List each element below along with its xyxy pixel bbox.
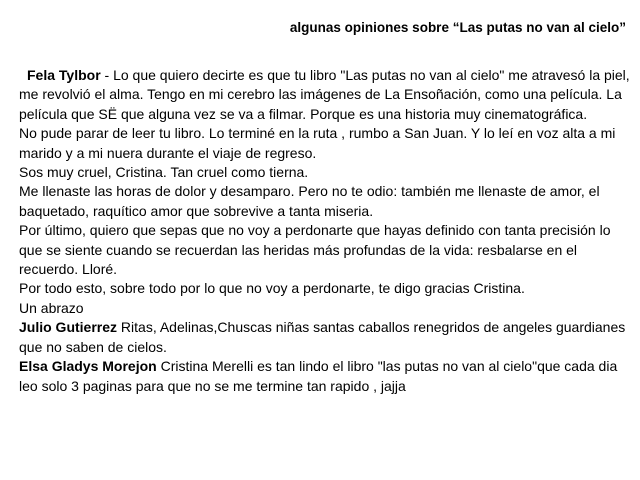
opinion-paragraph bbox=[19, 66, 631, 124]
document-title: algunas opiniones sobre “Las putas no van al cielo” bbox=[289, 20, 626, 35]
opinion-paragraph bbox=[19, 318, 631, 357]
opinion-paragraph: Me llenaste las horas de dolor y desamparo. Pero no te odio: también me llenaste de amor, el baquetado, raquítico amor que sobrevive a tanta miseria. bbox=[19, 183, 600, 219]
opinion-text: - Lo que quiero decirte es que tu libro "Las putas no van al cielo" me atravesó la piel, me revolvió el alma. Tengo en mi cerebro las imágenes de La Ensoñación, como una película. La película que SË que alguna vez se va a filmar. Porque es una historia muy cinematográfica. bbox=[19, 67, 630, 122]
opinion-author: Elsa Gladys Morejon bbox=[19, 358, 157, 375]
opinion-author: Julio Gutierrez bbox=[19, 319, 118, 336]
opinion-author: Fela Tylbor bbox=[27, 67, 101, 83]
opinion-paragraph: Por último, quiero que sepas que no voy a perdonarte que hayas definido con tanta precisión lo que se siente cuando se recuerdan las heridas más profundas de la vida: resbalarse en el recuerdo. Lloré. bbox=[19, 222, 611, 278]
opinions-body bbox=[19, 66, 631, 396]
opinion-paragraph: Por todo esto, sobre todo por lo que no voy a perdonarte, te digo gracias Cristina. bbox=[19, 280, 525, 297]
opinion-closing: Un abrazo bbox=[19, 299, 84, 316]
opinion-paragraph: No pude parar de leer tu libro. Lo terminé en la ruta , rumbo a San Juan. Y lo leí en voz alta a mi marido y a mi nuera durante el viaje de regreso. bbox=[19, 125, 616, 161]
opinion-paragraph bbox=[19, 357, 631, 396]
opinion-text: Ritas, Adelinas,Chuscas niñas santas caballos renegridos de angeles guardianes que no saben de cielos. bbox=[19, 319, 626, 355]
opinion-text: Cristina Merelli es tan lindo el libro "las putas no van al cielo"que cada dia leo solo 3 paginas para que no se me termine tan rapido , jajja bbox=[19, 358, 618, 394]
opinion-paragraph: Sos muy cruel, Cristina. Tan cruel como tierna. bbox=[19, 164, 309, 181]
